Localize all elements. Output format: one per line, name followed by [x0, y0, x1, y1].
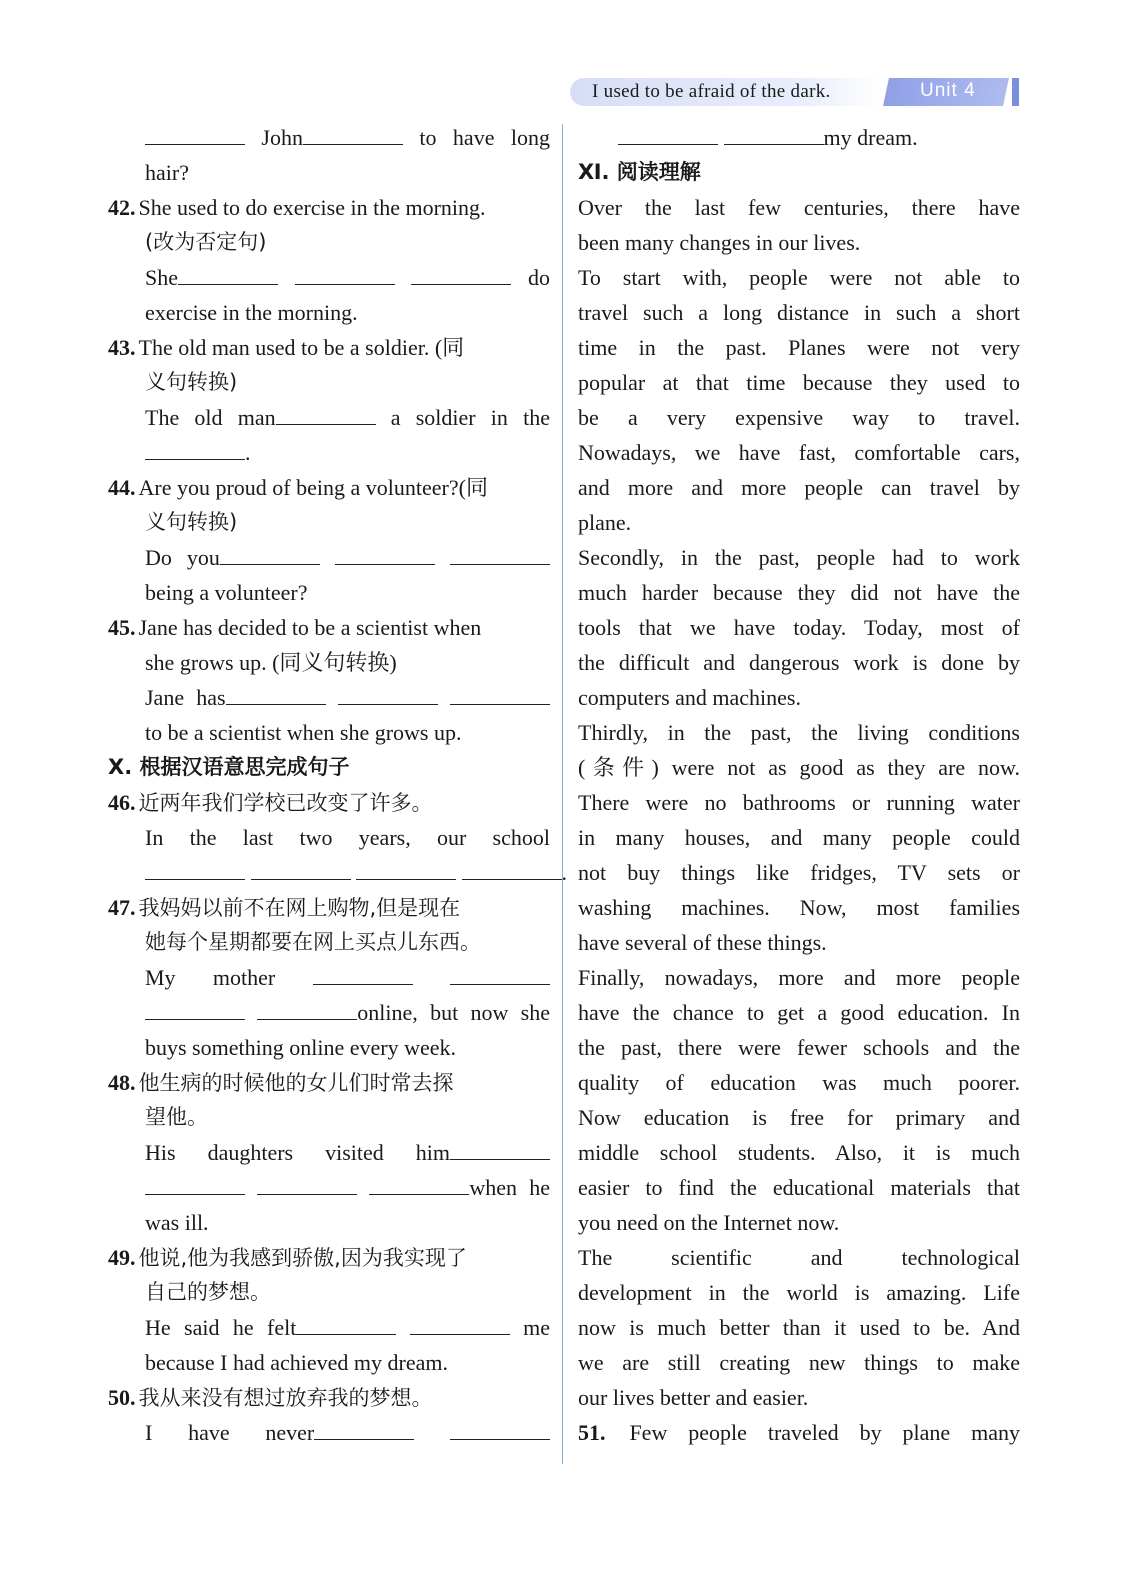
q49-question-line2: 自己的梦想。 — [145, 1280, 271, 1304]
answer-blank[interactable] — [462, 857, 562, 880]
answer-blank[interactable] — [411, 262, 511, 285]
answer-blank[interactable] — [618, 122, 718, 145]
answer-blank[interactable] — [145, 122, 245, 145]
passage-line: we are still creating new things to make — [578, 1350, 1020, 1375]
passage-line: the difficult and dangerous work is done by — [578, 650, 1020, 675]
passage-line: tools that we have today. Today, most of — [578, 615, 1020, 640]
q42-note: (改为否定句) — [145, 230, 267, 254]
passage-line: washing machines. Now, most families — [578, 895, 1020, 920]
header-accent-bar — [1012, 78, 1019, 106]
q43-answer-line2: . — [108, 435, 550, 470]
column-divider — [562, 124, 563, 1464]
q42-answer-line: She do — [108, 260, 550, 295]
q46-answer-line: . — [108, 855, 550, 890]
q50-question: 50. 我从来没有想过放弃我的梦想。 — [108, 1385, 433, 1410]
passage-line: There were no bathrooms or running water — [578, 790, 1020, 815]
q48-question-line2: 望他。 — [145, 1105, 208, 1129]
passage-line: much harder because they did not have the — [578, 580, 1020, 605]
q42-answer-line2: exercise in the morning. — [145, 300, 358, 325]
answer-blank[interactable] — [450, 962, 550, 985]
passage-line: easier to find the educational materials that — [578, 1175, 1020, 1200]
q44-answer-line: Do you — [108, 540, 550, 575]
right-column — [578, 120, 1020, 1450]
passage-line: you need on the Internet now. — [578, 1210, 840, 1235]
answer-blank[interactable] — [257, 1172, 357, 1195]
passage-line: been many changes in our lives. — [578, 230, 861, 255]
answer-blank[interactable] — [145, 1172, 245, 1195]
section-11-heading: Ⅺ. 阅读理解 — [578, 160, 701, 184]
passage-line: plane. — [578, 510, 632, 535]
answer-blank[interactable] — [145, 997, 245, 1020]
passage-line: quality of education was much poorer. — [578, 1070, 1020, 1095]
q49-question: 49. 他说,他为我感到骄傲,因为我实现了 — [108, 1245, 467, 1270]
q49-answer-line: He said he felt me — [108, 1310, 550, 1345]
passage-line: not buy things like fridges, TV sets or — [578, 860, 1020, 885]
q44-question: 44. Are you proud of being a volunteer?(同 — [108, 475, 488, 500]
passage-line: and more and more people can travel by — [578, 475, 1020, 500]
reading-passage — [578, 190, 1020, 1415]
answer-blank[interactable] — [450, 682, 550, 705]
passage-line: Secondly, in the past, people had to work — [578, 545, 1020, 570]
q50-answer-end: my dream. — [578, 120, 1020, 155]
passage-line: Nowadays, we have fast, comfortable cars, — [578, 440, 1020, 465]
answer-blank[interactable] — [276, 402, 376, 425]
passage-line: Thirdly, in the past, the living conditions — [578, 720, 1020, 745]
q48-question: 48. 他生病的时候他的女儿们时常去探 — [108, 1070, 454, 1095]
answer-blank[interactable] — [724, 122, 824, 145]
answer-blank[interactable] — [335, 542, 435, 565]
passage-line: now is much better than it used to be. And — [578, 1315, 1020, 1340]
passage-line: Over the last few centuries, there have — [578, 195, 1020, 220]
q45-question: 45. Jane has decided to be a scientist when — [108, 615, 482, 640]
q46-english: In the last two years, our school — [145, 825, 550, 850]
answer-blank[interactable] — [145, 437, 245, 460]
answer-blank[interactable] — [313, 962, 413, 985]
passage-line: in many houses, and many people could — [578, 825, 1020, 850]
passage-line: (条件) were not as good as they are now. — [578, 755, 1020, 780]
answer-blank[interactable] — [257, 997, 357, 1020]
q48-answer-line2: when he — [108, 1170, 550, 1205]
q41-line2: hair? — [145, 160, 189, 185]
answer-blank[interactable] — [450, 542, 550, 565]
left-column — [108, 120, 567, 1450]
answer-blank[interactable] — [369, 1172, 469, 1195]
q44-note: 义句转换) — [145, 510, 238, 534]
header-unit: Unit 4 — [920, 80, 976, 101]
q47-question: 47. 我妈妈以前不在网上购物,但是现在 — [108, 895, 461, 920]
q47-answer-line: My mother — [108, 960, 550, 995]
q46-question: 46. 近两年我们学校已改变了许多。 — [108, 790, 433, 815]
answer-blank[interactable] — [450, 1417, 550, 1440]
answer-blank[interactable] — [295, 262, 395, 285]
passage-line: To start with, people were not able to — [578, 265, 1020, 290]
q48-answer-line: His daughters visited him — [108, 1135, 550, 1170]
q43-note: 义句转换) — [145, 370, 238, 394]
answer-blank[interactable] — [296, 1312, 396, 1335]
passage-line: Finally, nowadays, more and more people — [578, 965, 1020, 990]
q47-answer-line3: buys something online every week. — [145, 1035, 456, 1060]
passage-line: development in the world is amazing. Life — [578, 1280, 1020, 1305]
passage-line: our lives better and easier. — [578, 1385, 809, 1410]
passage-line: time in the past. Planes were not very — [578, 335, 1020, 360]
q43-answer-line: The old man a soldier in the — [108, 400, 550, 435]
q51-question: 51. Few people traveled by plane many — [578, 1420, 1020, 1445]
answer-blank[interactable] — [251, 857, 351, 880]
q48-answer-line3: was ill. — [145, 1210, 209, 1235]
q41-line1: John to have long — [108, 120, 550, 155]
passage-line: popular at that time because they used to — [578, 370, 1020, 395]
header-title-band — [570, 78, 882, 106]
answer-blank[interactable] — [338, 682, 438, 705]
answer-blank[interactable] — [356, 857, 456, 880]
answer-blank[interactable] — [410, 1312, 510, 1335]
q50-answer-line: I have never — [108, 1415, 550, 1450]
answer-blank[interactable] — [145, 857, 245, 880]
q47-question-line2: 她每个星期都要在网上买点儿东西。 — [145, 930, 481, 954]
q45-answer-line: Jane has — [108, 680, 550, 715]
answer-blank[interactable] — [450, 1137, 550, 1160]
q45-answer-line2: to be a scientist when she grows up. — [145, 720, 462, 745]
q42-question: 42. She used to do exercise in the morning. — [108, 195, 486, 220]
q47-answer-line2: online, but now she — [108, 995, 550, 1030]
passage-line: The scientific and technological — [578, 1245, 1020, 1270]
q49-answer-line2: because I had achieved my dream. — [145, 1350, 448, 1375]
passage-line: Now education is free for primary and — [578, 1105, 1020, 1130]
answer-blank[interactable] — [178, 262, 278, 285]
answer-blank[interactable] — [220, 542, 320, 565]
answer-blank[interactable] — [314, 1417, 414, 1440]
answer-blank[interactable] — [226, 682, 326, 705]
passage-line: be a very expensive way to travel. — [578, 405, 1020, 430]
q44-answer-line2: being a volunteer? — [145, 580, 308, 605]
passage-line: computers and machines. — [578, 685, 801, 710]
q43-question: 43. The old man used to be a soldier. (同 — [108, 335, 465, 360]
passage-line: middle school students. Also, it is much — [578, 1140, 1020, 1165]
section-10-heading: Ⅹ. 根据汉语意思完成句子 — [108, 755, 350, 779]
header-title: I used to be afraid of the dark. — [592, 81, 831, 102]
answer-blank[interactable] — [303, 122, 403, 145]
passage-line: have several of these things. — [578, 930, 827, 955]
passage-line: have the chance to get a good education. In — [578, 1000, 1020, 1025]
passage-line: the past, there were fewer schools and the — [578, 1035, 1020, 1060]
q45-question-line2: she grows up. (同义句转换) — [145, 650, 397, 675]
passage-line: travel such a long distance in such a short — [578, 300, 1020, 325]
